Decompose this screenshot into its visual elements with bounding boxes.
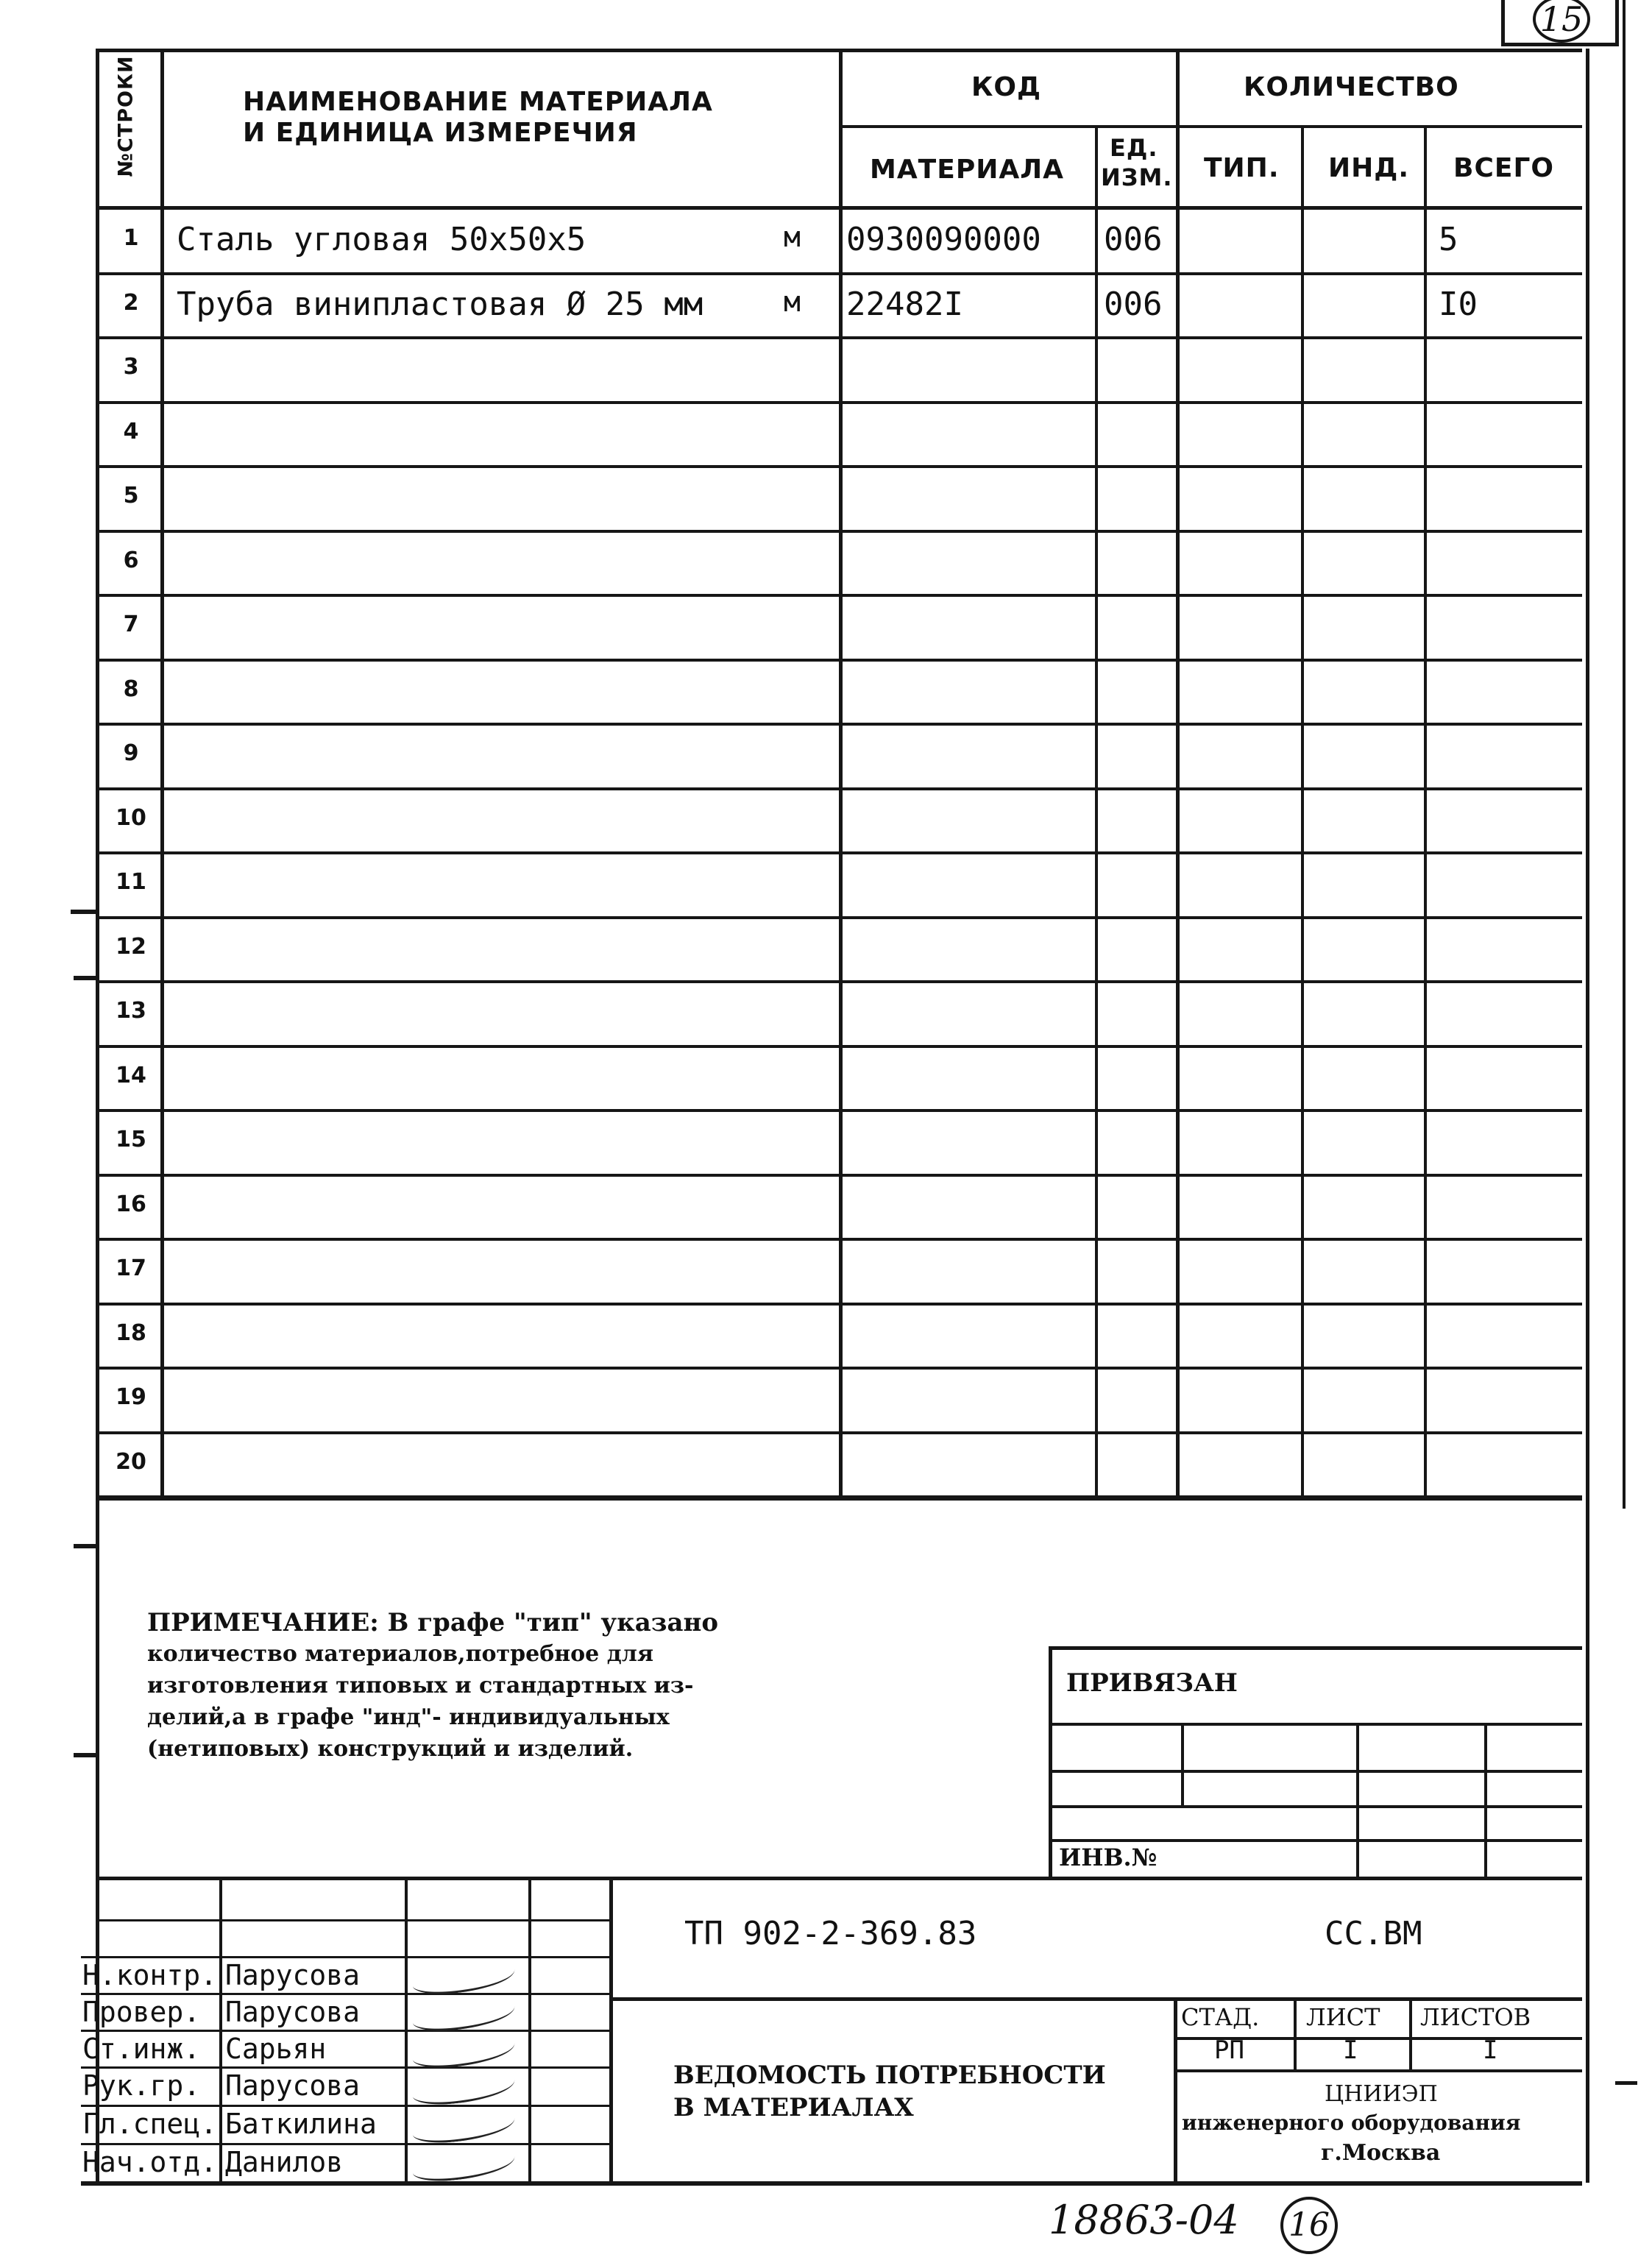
header-name-line2: И ЕДИНИЦА ИЗМЕРЕЧИЯ: [243, 118, 638, 148]
header-unit-line1: ЕД.: [1110, 134, 1158, 162]
signature-role: Нач.отд.: [82, 2146, 218, 2178]
row-number: 3: [123, 354, 139, 380]
margin-tick: [74, 1544, 96, 1548]
row-divider: [96, 723, 1582, 726]
row-number: 15: [116, 1127, 146, 1152]
row-divider: [96, 1109, 1582, 1112]
handwritten-signature: [411, 2145, 516, 2184]
footer-page-number: 16: [1280, 2197, 1338, 2254]
row-divider: [96, 465, 1582, 468]
stage-label: СТАД.: [1181, 2003, 1260, 2031]
header-code-material: МАТЕРИАЛА: [870, 155, 1064, 185]
cell-code: 0930090000: [846, 221, 1041, 258]
row-number: 4: [123, 419, 139, 444]
signature-name: Данилов: [225, 2146, 344, 2178]
row-divider: [96, 787, 1582, 790]
row-divider: [96, 659, 1582, 662]
doc-title-line2: В МАТЕРИАЛАХ: [673, 2093, 914, 2122]
header-row-number: №СТРОКИ: [114, 55, 138, 177]
row-divider: [96, 594, 1582, 597]
row-number: 13: [116, 998, 146, 1024]
header-quantity: КОЛИЧЕСТВО: [1244, 72, 1459, 102]
handwritten-signature: [411, 2069, 516, 2108]
header-qty-type: ТИП.: [1204, 153, 1280, 183]
row-divider: [96, 1431, 1582, 1434]
row-divider: [96, 530, 1582, 533]
row-divider: [96, 980, 1582, 983]
row-divider: [96, 1367, 1582, 1370]
signature-role: Гл.спец.: [82, 2108, 218, 2140]
handwritten-signature: [411, 2032, 516, 2071]
row-divider: [96, 1174, 1582, 1177]
signature-name: Парусова: [225, 2069, 361, 2102]
row-divider: [96, 851, 1582, 854]
header-qty-ind: ИНД.: [1328, 153, 1409, 183]
note-line-1: ПРИМЕЧАНИЕ: В графе "тип" указано: [147, 1608, 719, 1637]
doc-mark: СС.ВМ: [1325, 1915, 1422, 1952]
signature-role: Н.контр.: [82, 1959, 218, 1991]
header-name-line1: НАИМЕНОВАНИЕ МАТЕРИАЛА: [243, 87, 713, 117]
signature-role: Рук.гр.: [82, 2069, 201, 2102]
sheet-label: ЛИСТ: [1306, 2003, 1380, 2031]
stage-value: РП: [1214, 2036, 1244, 2065]
org-line2: инженерного оборудования: [1182, 2111, 1521, 2135]
row-number: 14: [116, 1063, 146, 1088]
signature-name: Парусова: [225, 1959, 361, 1991]
row-number: 12: [116, 934, 146, 960]
cell-name: Сталь угловая 50х50х5: [177, 221, 586, 258]
note-line-5: (нетиповых) конструкций и изделий.: [147, 1736, 634, 1762]
sheets-label: ЛИСТОВ: [1420, 2003, 1531, 2031]
row-divider: [96, 336, 1582, 339]
note-line-3: изготовления типовых и стандартных из-: [147, 1673, 694, 1698]
header-code: КОД: [971, 72, 1042, 102]
cell-unit: 006: [1104, 221, 1163, 258]
row-number: 16: [116, 1191, 146, 1217]
cell-unit: 006: [1104, 286, 1163, 323]
sheet-value: I: [1343, 2036, 1358, 2065]
note-line-4: делий,а в графе "инд"- индивидуальных: [147, 1704, 670, 1730]
header-qty-total: ВСЕГО: [1453, 153, 1554, 183]
row-divider: [96, 1045, 1582, 1048]
margin-tick: [71, 910, 96, 914]
binding-block: [1049, 1646, 1582, 1880]
cell-code: 22482I: [846, 286, 963, 323]
row-number: 6: [123, 548, 139, 573]
signature-role: Провер.: [82, 1996, 201, 2028]
doc-code: ТП 902-2-369.83: [684, 1915, 977, 1952]
title-block: [0, 1877, 1652, 2193]
corner-page-number-text: 15: [1533, 0, 1590, 43]
row-number: 11: [116, 869, 146, 895]
signature-role: Ст.инж.: [82, 2033, 201, 2065]
note-line-2: количество материалов,потребное для: [147, 1641, 654, 1667]
handwritten-signature: [411, 1958, 516, 1997]
cell-unit-name: м: [784, 221, 801, 253]
margin-tick: [74, 1753, 96, 1757]
row-divider: [96, 272, 1582, 275]
cell-name: Труба винипластовая Ø 25 мм: [177, 286, 703, 323]
row-divider: [96, 1303, 1582, 1306]
row-number: 2: [123, 290, 139, 316]
margin-tick: [1615, 2081, 1637, 2085]
row-number: 7: [123, 612, 139, 637]
header-unit-line2: ИЗМ.: [1101, 163, 1173, 191]
footer-handwritten-number: 18863-04: [1049, 2197, 1239, 2243]
row-divider: [96, 916, 1582, 919]
margin-tick: [74, 976, 96, 980]
row-number: 19: [116, 1384, 146, 1410]
row-number: 9: [123, 740, 139, 766]
row-number: 1: [123, 225, 139, 251]
row-number: 8: [123, 676, 139, 702]
row-number: 5: [123, 483, 139, 509]
handwritten-signature: [411, 2107, 516, 2146]
inventory-label: ИНВ.№: [1059, 1843, 1158, 1871]
cell-total: I0: [1439, 286, 1478, 323]
row-divider: [96, 1495, 1582, 1498]
org-line3: г.Москва: [1321, 2140, 1441, 2166]
signature-name: Парусова: [225, 1996, 361, 2028]
signature-name: Сарьян: [225, 2033, 327, 2065]
row-number: 20: [116, 1449, 146, 1475]
row-divider: [96, 401, 1582, 404]
sheets-value: I: [1483, 2036, 1498, 2065]
signature-name: Баткилина: [225, 2108, 377, 2140]
doc-title-line1: ВЕДОМОСТЬ ПОТРЕБНОСТИ: [673, 2061, 1106, 2090]
org-line1: ЦНИИЭП: [1325, 2081, 1438, 2107]
cell-unit-name: м: [784, 286, 801, 318]
row-number: 17: [116, 1255, 146, 1281]
handwritten-signature: [411, 1995, 516, 2034]
binding-title: ПРИВЯЗАН: [1066, 1668, 1238, 1698]
cell-total: 5: [1439, 221, 1458, 258]
row-number: 18: [116, 1320, 146, 1346]
row-number: 10: [116, 805, 146, 831]
row-divider: [96, 1238, 1582, 1241]
